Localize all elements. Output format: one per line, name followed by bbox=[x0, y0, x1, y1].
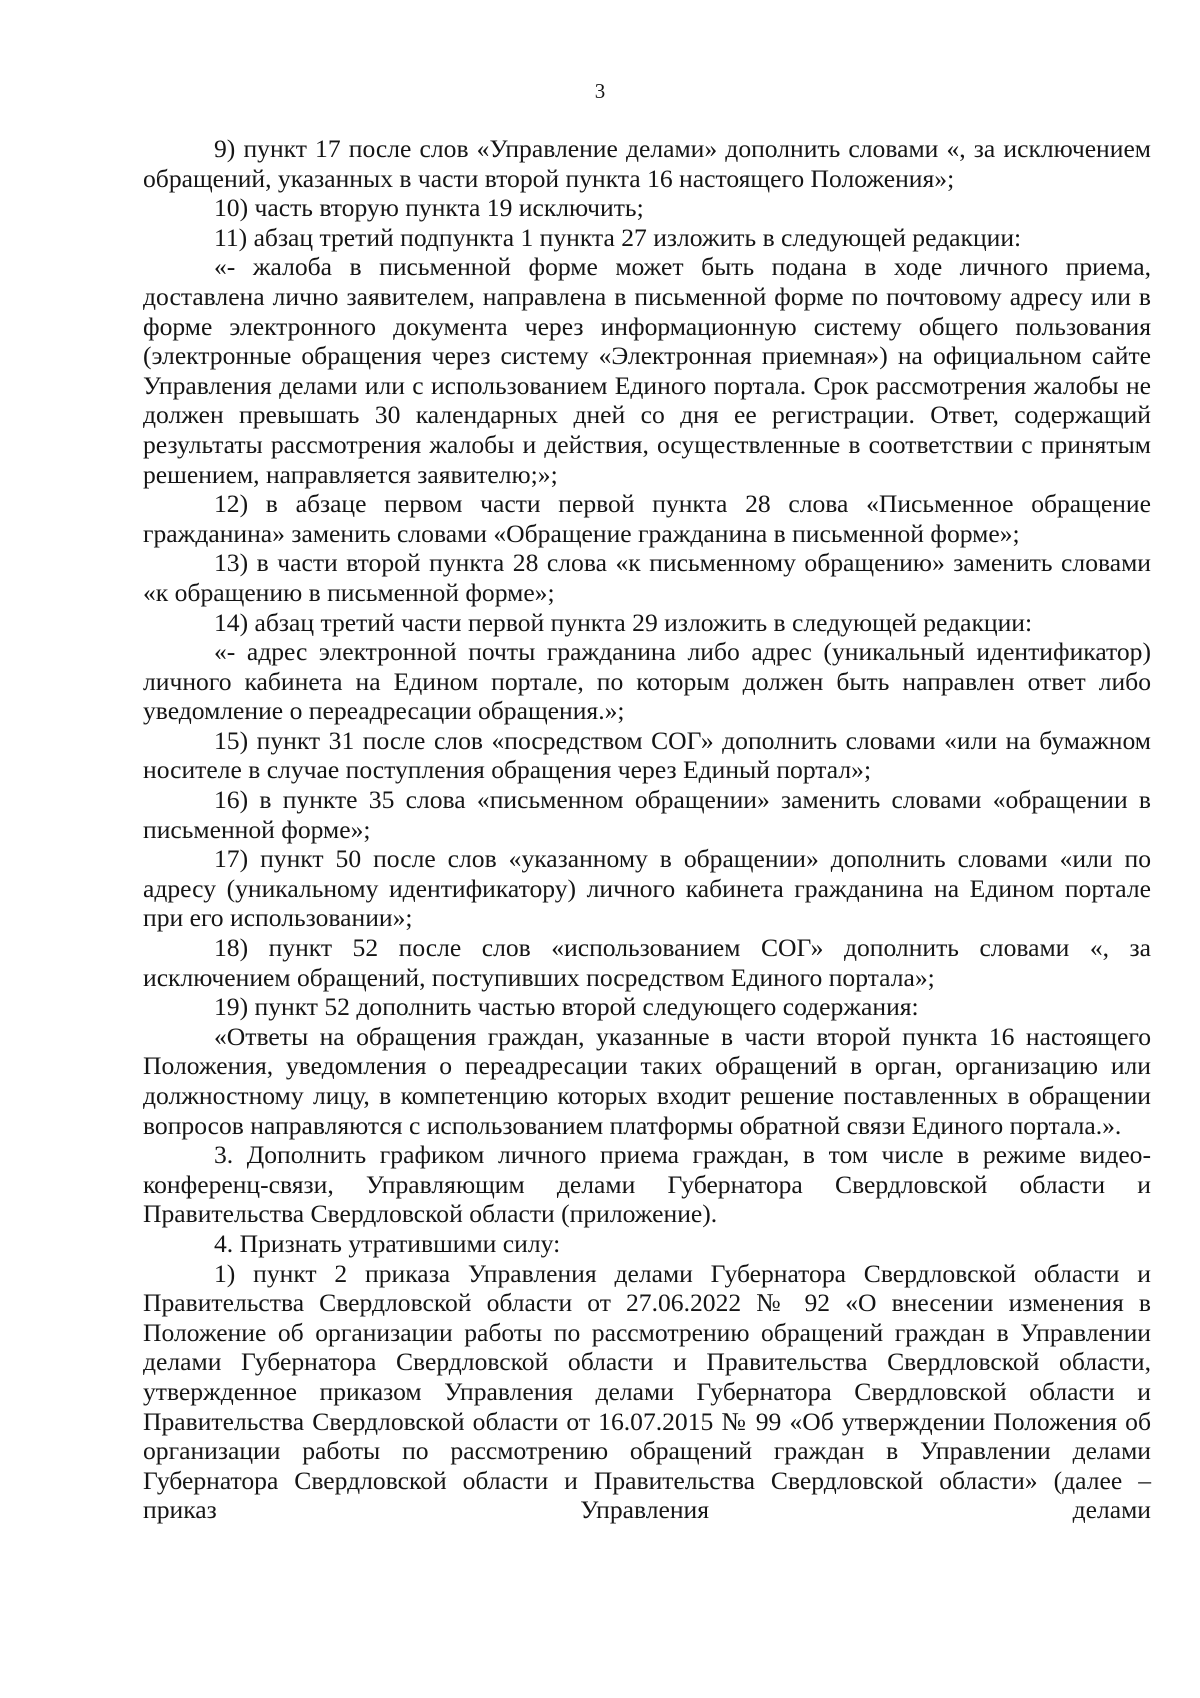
paragraph-item-13: 13) в части второй пункта 28 слова «к письменному обращению» заменить словами «к обращению в письменной форме»; bbox=[143, 548, 1151, 607]
document-body bbox=[143, 134, 1151, 1525]
paragraph-item-11-quote: «- жалоба в письменной форме может быть подана в ходе личного приема, доставлена лично заявителем, направлена в письменной форме по почтовому адресу или в форме электронного документа через информационную систему общего пользования (электронные обращения через систему «Электронная приемная») на официальном сайте Управления делами или с использованием Единого портала. Срок рассмотрения жалобы не должен превышать 30 календарных дней со дня ее регистрации. Ответ, содержащий результаты рассмотрения жалобы и действия, осуществленные в соответствии с принятым решением, направляется заявителю;»; bbox=[143, 252, 1151, 489]
paragraph-section-4: 4. Признать утратившими силу: bbox=[214, 1228, 561, 1258]
paragraph-item-15: 15) пункт 31 после слов «посредством СОГ» дополнить словами «или на бумажном носителе в случае поступления обращения через Единый портал»; bbox=[143, 725, 1151, 785]
paragraph-item-19-quote: «Ответы на обращения граждан, указанные в части второй пункта 16 настоящего Положения, уведомления о переадресации таких обращений в орган, организацию или должностному лицу, в компетенцию которых входит решение поставленных в обращении вопросов направляются с использованием платформы обратной связи Единого портала.». bbox=[143, 1021, 1151, 1140]
paragraph-item-14: 14) абзац третий части первой пункта 29 изложить в следующей редакции: bbox=[214, 607, 1033, 637]
paragraph-item-11: 11) абзац третий подпункта 1 пункта 27 изложить в следующей редакции: bbox=[214, 222, 1022, 252]
paragraph-item-9: 9) пункт 17 после слов «Управление делами» дополнить словами «, за исключением обращений, указанных в части второй пункта 16 настоящего Положения»; bbox=[143, 134, 1151, 193]
paragraph-item-16: 16) в пункте 35 слова «письменном обращении» заменить словами «обращении в письменной форме»; bbox=[143, 785, 1151, 844]
paragraph-item-14-quote: «- адрес электронной почты гражданина либо адрес (уникальный идентификатор) личного кабинета на Едином портале, по которым должен быть направлен ответ либо уведомление о переадресации обращения.»; bbox=[143, 637, 1151, 726]
paragraph-section-3: 3. Дополнить графиком личного приема граждан, в том числе в режиме видео-конференц-связи, Управляющим делами Губернатора Свердловской области и Правительства Свердловской области (приложение). bbox=[143, 1140, 1151, 1229]
paragraph-section-4-item-1: 1) пункт 2 приказа Управления делами Губернатора Свердловской области и Правительства Свердловской области от 27.06.2022 № 92 «О внесении изменения в Положение об организации работы по рассмотрению обращений граждан в Управлении делами Губернатора Свердловской области и Правительства Свердловской области, утвержденное приказом Управления делами Губернатора Свердловской области и Правительства Свердловской области от 16.07.2015 № 99 «Об утверждении Положения об организации работы по рассмотрению обращений граждан в Управлении делами Губернатора Свердловской области и Правительства Свердловской области» (далее – приказ Управления делами bbox=[143, 1258, 1151, 1525]
paragraph-item-12: 12) в абзаце первом части первой пункта 28 слова «Письменное обращение гражданина» заменить словами «Обращение гражданина в письменной форме»; bbox=[143, 489, 1151, 548]
paragraph-item-10: 10) часть вторую пункта 19 исключить; bbox=[214, 193, 644, 223]
paragraph-item-19: 19) пункт 52 дополнить частью второй следующего содержания: bbox=[214, 992, 919, 1022]
paragraph-item-18: 18) пункт 52 после слов «использованием СОГ» дополнить словами «, за исключением обращений, поступивших посредством Единого портала»; bbox=[143, 933, 1151, 992]
paragraph-item-17: 17) пункт 50 после слов «указанному в обращении» дополнить словами «или по адресу (уникальному идентификатору) личного кабинета гражданина на Едином портале при его использовании»; bbox=[143, 844, 1151, 933]
page-number: 3 bbox=[594, 79, 606, 103]
